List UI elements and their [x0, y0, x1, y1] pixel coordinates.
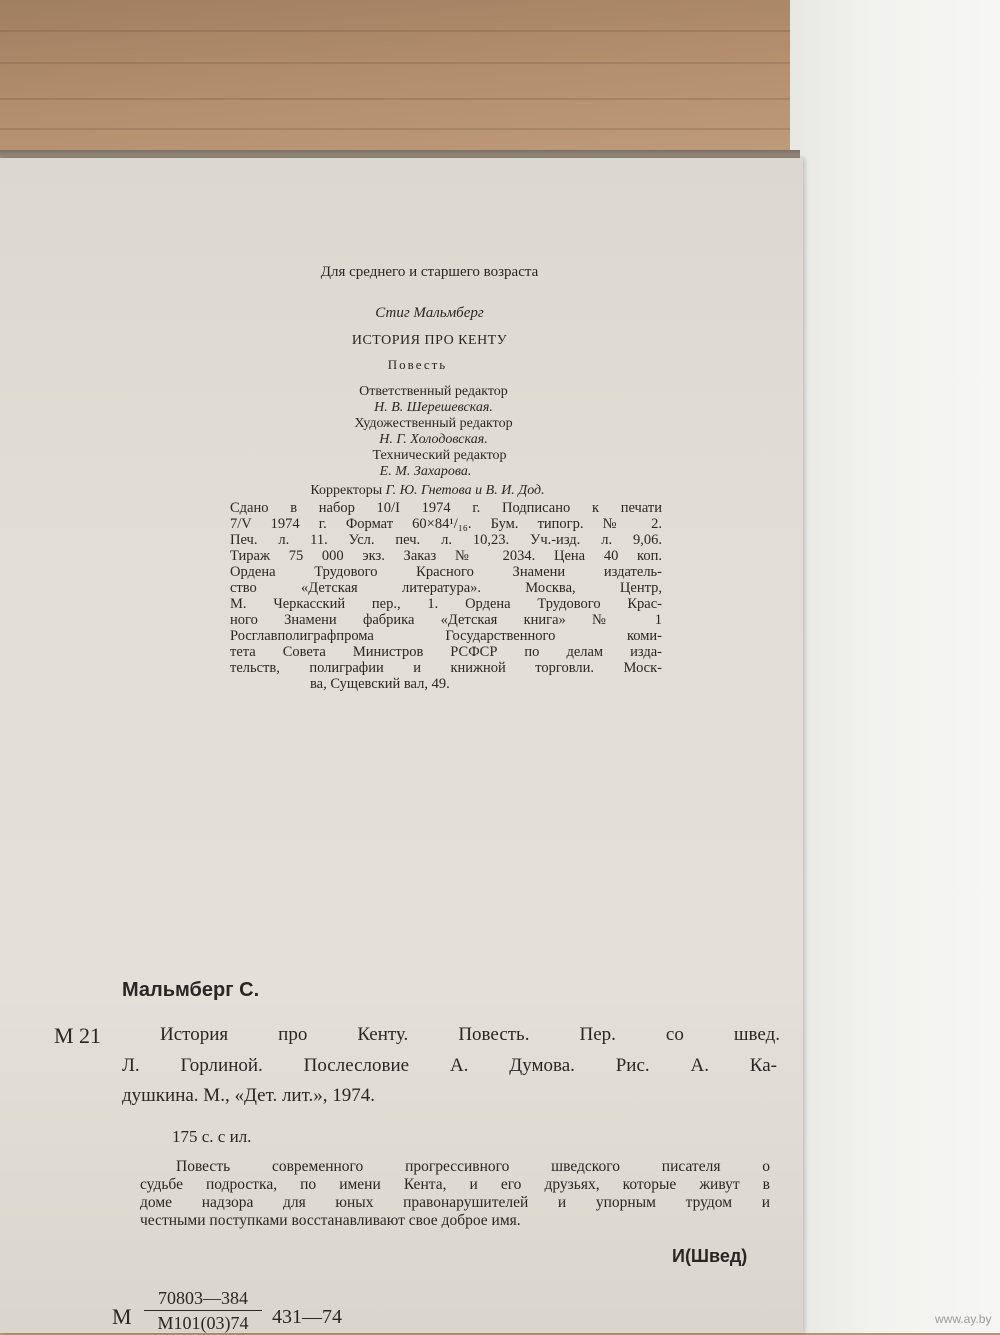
annotation-line: доме надзора для юных правонарушителей и упорным трудом и	[140, 1194, 770, 1211]
credit-role: Технический редактор	[372, 448, 507, 463]
colophon-line: ство «Детская литература». Москва, Центр,	[230, 580, 662, 596]
colophon-line: тета Совета Министров РСФСР по делам изда-	[230, 644, 662, 660]
colophon-line: 7/V 1974 г. Формат 60×84¹/₁₆. Бум. типогр. № 2.	[230, 516, 662, 532]
catalog-entry	[122, 1052, 777, 1110]
catalog-pages: 175 с. с ил.	[172, 1127, 252, 1146]
correctors-line	[26, 483, 829, 499]
index-numerator: 70803—384	[144, 1286, 262, 1311]
index-denominator: М101(03)74	[157, 1313, 249, 1333]
catalog-entry-line: Л. Горлиной. Послесловие А. Думова. Рис. А. Ка-	[122, 1055, 777, 1076]
annotation-line: Повесть современного прогрессивного шведского писателя о	[176, 1158, 770, 1175]
index-suffix: 431—74	[272, 1306, 342, 1328]
catalog-code: М 21	[54, 1023, 102, 1048]
credit-name: Н. Г. Холодовская.	[379, 432, 488, 447]
audience-note: Для среднего и старшего возраста	[320, 264, 539, 280]
book-page	[0, 158, 803, 1333]
genre: Повесть	[387, 357, 448, 372]
catalog-entry	[160, 1021, 780, 1049]
colophon-line: М. Черкасский пер., 1. Ордена Трудового Крас-	[230, 596, 662, 612]
index-fraction	[144, 1286, 262, 1335]
colophon-line: Ордена Трудового Красного Знамени издатель-	[230, 564, 662, 580]
index-letter: М	[112, 1304, 132, 1329]
colophon-line: ва, Сущевский вал, 49.	[310, 676, 450, 692]
credit-role: Ответственный редактор	[359, 384, 508, 399]
watermark: www.ay.by	[935, 1312, 992, 1326]
colophon-line: ного Знамени фабрика «Детская книга» № 1	[230, 612, 662, 628]
colophon-line: Сдано в набор 10/I 1974 г. Подписано к печати	[230, 500, 662, 516]
credit-name: Н. В. Шерешевская.	[374, 400, 493, 415]
classification: И(Швед)	[672, 1246, 748, 1266]
annotation	[140, 1158, 770, 1230]
colophon-line: Тираж 75 000 экз. Заказ № 2034. Цена 40 коп.	[230, 548, 662, 564]
credit-name: Е. М. Захарова.	[379, 464, 472, 479]
correctors-names: Г. Ю. Гнетова и В. И. Дод.	[385, 483, 545, 498]
colophon-line: тельств, полиграфии и книжной торговли. Моск-	[230, 660, 662, 676]
correctors-label: Корректоры	[310, 483, 386, 498]
colophon	[230, 500, 662, 692]
annotation-line: честными поступками восстанавливают свое доброе имя.	[140, 1212, 521, 1229]
annotation-line: судьбе подростка, по имени Кента, и его друзьях, которые живут в	[140, 1176, 770, 1193]
white-sheet	[790, 0, 1000, 1333]
author-name: Стиг Мальмберг	[375, 305, 484, 321]
credit-role: Художественный редактор	[354, 416, 513, 431]
catalog-heading: Мальмберг С.	[122, 979, 260, 1001]
colophon-line: Росглавполиграфпрома Государственного коми-	[230, 628, 662, 644]
colophon-line: Печ. л. 11. Усл. печ. л. 10,23. Уч.-изд. л. 9,06.	[230, 532, 662, 548]
catalog-entry-line: душкина. М., «Дет. лит.», 1974.	[122, 1085, 375, 1106]
book-title: ИСТОРИЯ ПРО КЕНТУ	[351, 333, 508, 348]
catalog-entry-line: История про Кенту. Повесть. Пер. со швед.	[160, 1024, 780, 1045]
